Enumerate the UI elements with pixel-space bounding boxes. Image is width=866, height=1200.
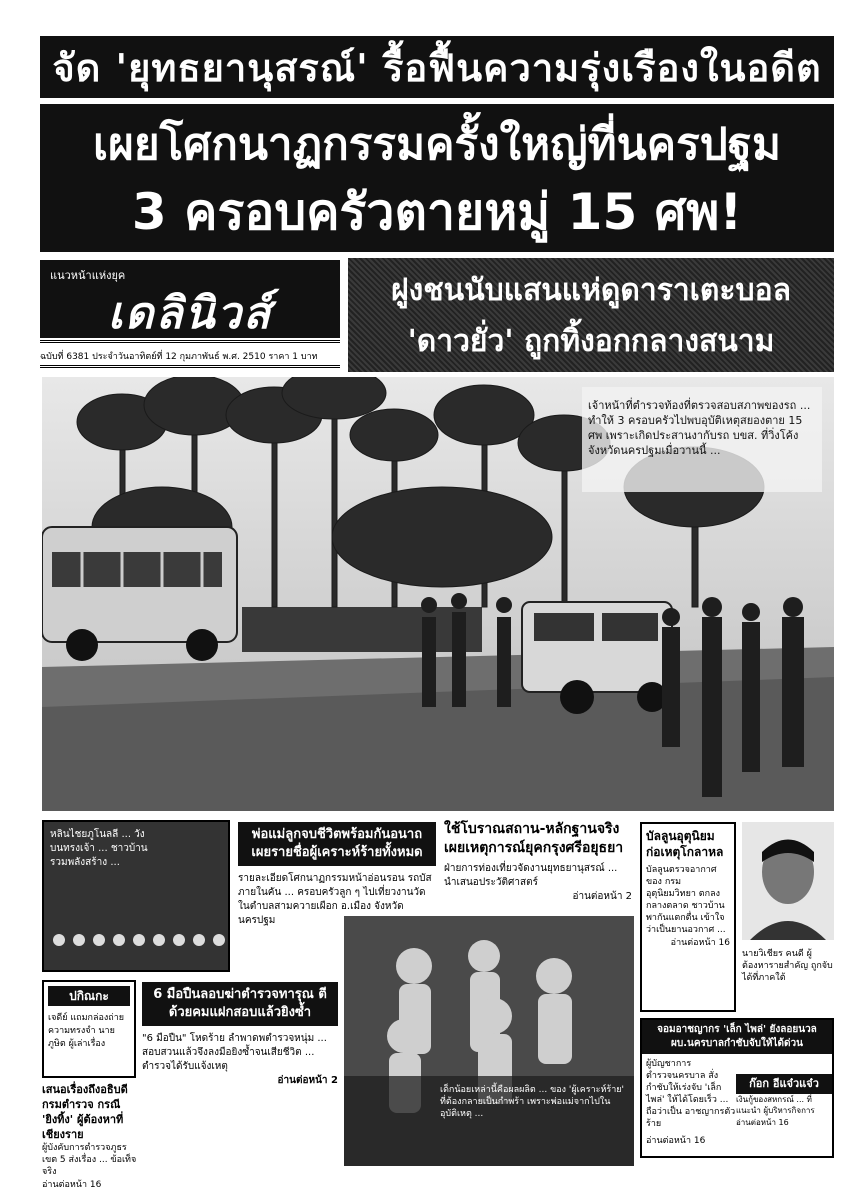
story-1-text: หลินไชยภูโนลลี ... วังบนทรงเจ้า ... ชาวบ้านรวมพลังสร้าง ... [50,829,148,868]
headline-main-line2: 3 ครอบครัวตายหมู่ 15 ศพ! [131,183,743,241]
story-1 [42,820,230,972]
story-3 [444,820,632,912]
masthead-name: เดลินิวส์ [107,288,273,339]
story-6-more: อ่านต่อหน้า 2 [277,1075,338,1086]
story-5-title: ปกิณกะ [48,986,130,1006]
story-3-headline: ใช้โบราณสถาน-หลักฐานจริง เผยเหตุการณ์ยุคกรุงศรีอยุธยา [444,821,624,856]
story-7 [42,1082,138,1190]
story-8-headline: จอมอาชญากร 'เล็ก ไพล่' ยังลอยนวล ผบ.นครบาลกำชับจับให้ได้ด่วน [642,1020,832,1054]
story-7-text: ผู้บังคับการตำรวจภูธร เขต 5 ส่งเรื่อง ... ข้อเท็จจริง [42,1143,137,1177]
story-8-text: ผู้บัญชาการตำรวจนครบาล สั่งกำชับให้เร่งจับ 'เล็ก ไพล่' ให้ได้โดยเร็ว ... ถือว่าเป็น อาชญากรตัวร้าย [646,1059,736,1129]
story-7-more: อ่านต่อหน้า 16 [42,1180,102,1190]
story-5 [42,980,136,1078]
story-9-text: เงินกู้ของสหกรณ์ ... ที่แนะนำ ผู้บริหารกิจการ [736,1095,815,1115]
story-3-text: ฝ่ายการท่องเที่ยวจัดงานยุทธยานุสรณ์ ... นำเสนอประวัติศาสตร์ [444,863,618,888]
issue-line: ฉบับที่ 6381 ประจำวันอาทิตย์ที่ 12 กุมภาพันธ์ พ.ศ. 2510 ราคา 1 บาท [40,340,340,368]
story-9-title: ก๊อก อีแจ๋วแจ๋ว [736,1074,832,1094]
masthead-tagline: แนวหน้าแห่งยุค [50,269,126,282]
story-9-more: อ่านต่อหน้า 16 [736,1118,789,1127]
story-2-text: รายละเอียดโศกนาฏกรรมหน้าอ่อนรอน รถบัสภายในคัน ... ครอบครัวลูก ๆ ไปเที่ยวงานวัด ในตำบลสามควายเผือก อ.เมือง จังหวัด นครปฐม [238,873,432,926]
children-illustration [344,916,634,1166]
story-6-headline: 6 มือปืนลอบฆ่าตำรวจทารุณ ตีด้วยคมแฝกสอบแล้วยิงซ้ำ [142,982,338,1026]
story-4 [640,822,736,1012]
subheadline-line2: 'ดาวยั่ว' ถูกทิ้งอกกลางสนาม [407,324,775,359]
story-6 [142,982,338,1158]
story-9 [736,1074,832,1156]
subheadline [348,258,834,372]
story-3-more: อ่านต่อหน้า 2 [572,891,632,902]
crowd-icon [44,910,228,970]
headline-main-line1: เผยโศกนาฏกรรมครั้งใหญ่ที่นครปฐม [93,119,781,170]
subheadline-line1: ฝูงชนนับแสนแห่ดูดาราเตะบอล [391,273,791,308]
portrait-caption: นายวิเชียร คนดี ผู้ต้องหารายสำคัญ ถูกจับได้ที่ภาคใต้ [742,949,833,983]
portrait-icon [742,822,834,940]
headline-main [40,104,834,252]
story-5-text: เจดีย์ แถมกล่องถ่าย ความทรงจำ นาย ภูษิต ผู้เล่าเรื่อง [48,1013,125,1049]
headline-top: จัด 'ยุทธยานุสรณ์' รื้อฟื้นความรุ่งเรืองในอดีต [40,36,834,98]
story-4-headline: บัลลูนอุตุนิยม ก่อเหตุโกลาหล [646,829,724,859]
story-2-headline: พ่อแม่ลูกจบชีวิตพร้อมกันอนาถ เผยรายชื่อผู้เคราะห์ร้ายทั้งหมด [238,822,436,866]
masthead [40,260,340,338]
story-4-text: บัลลูนตรวจอากาศของ กรมอุตุนิยมวิทยา ตกลงกลางตลาด ชาวบ้านพากันแตกตื่น เข้าใจว่าเป็นยานอวกาศ ... [646,865,726,935]
story-6-text: "6 มือปืน" โหดร้าย ลำพาดพตำรวจหนุ่ม ... สอบสวนแล้วจึงลงมือยิงซ้ำจนเสียชีวิต ... ตำรวจได้รับแจ้งเหตุ [142,1033,327,1072]
children-photo-caption: เด็กน้อยเหล่านี้คือผลผลิต ... ของ 'ผู้เคราะห์ร้าย' ที่ต้องกลายเป็นกำพร้า เพราะพ่อแม่จากไปในอุบัติเหตุ ... [440,1085,625,1119]
children-photo [344,916,634,1166]
portrait-block [742,822,834,1012]
story-8-more: อ่านต่อหน้า 16 [646,1136,706,1146]
story-7-headline: เสนอเรื่องถึงอธิบดีกรมตำรวจ กรณี 'ยิงทิ้ง' ผู้ต้องหาที่เชียงราย [42,1083,128,1141]
story-4-more: อ่านต่อหน้า 16 [670,938,730,948]
photo-caption: เจ้าหน้าที่ตำรวจท้องที่ตรวจสอบสภาพของรถ ... ทำให้ 3 ครอบครัวไปพบอุบัติเหตุสยองตาย 15 ศพ เพราะเกิดประสานงากับรถ บขส. ที่วิ่งโค้ง จังหวัดนครปฐมเมื่อวานนี้ ... [588,399,811,457]
